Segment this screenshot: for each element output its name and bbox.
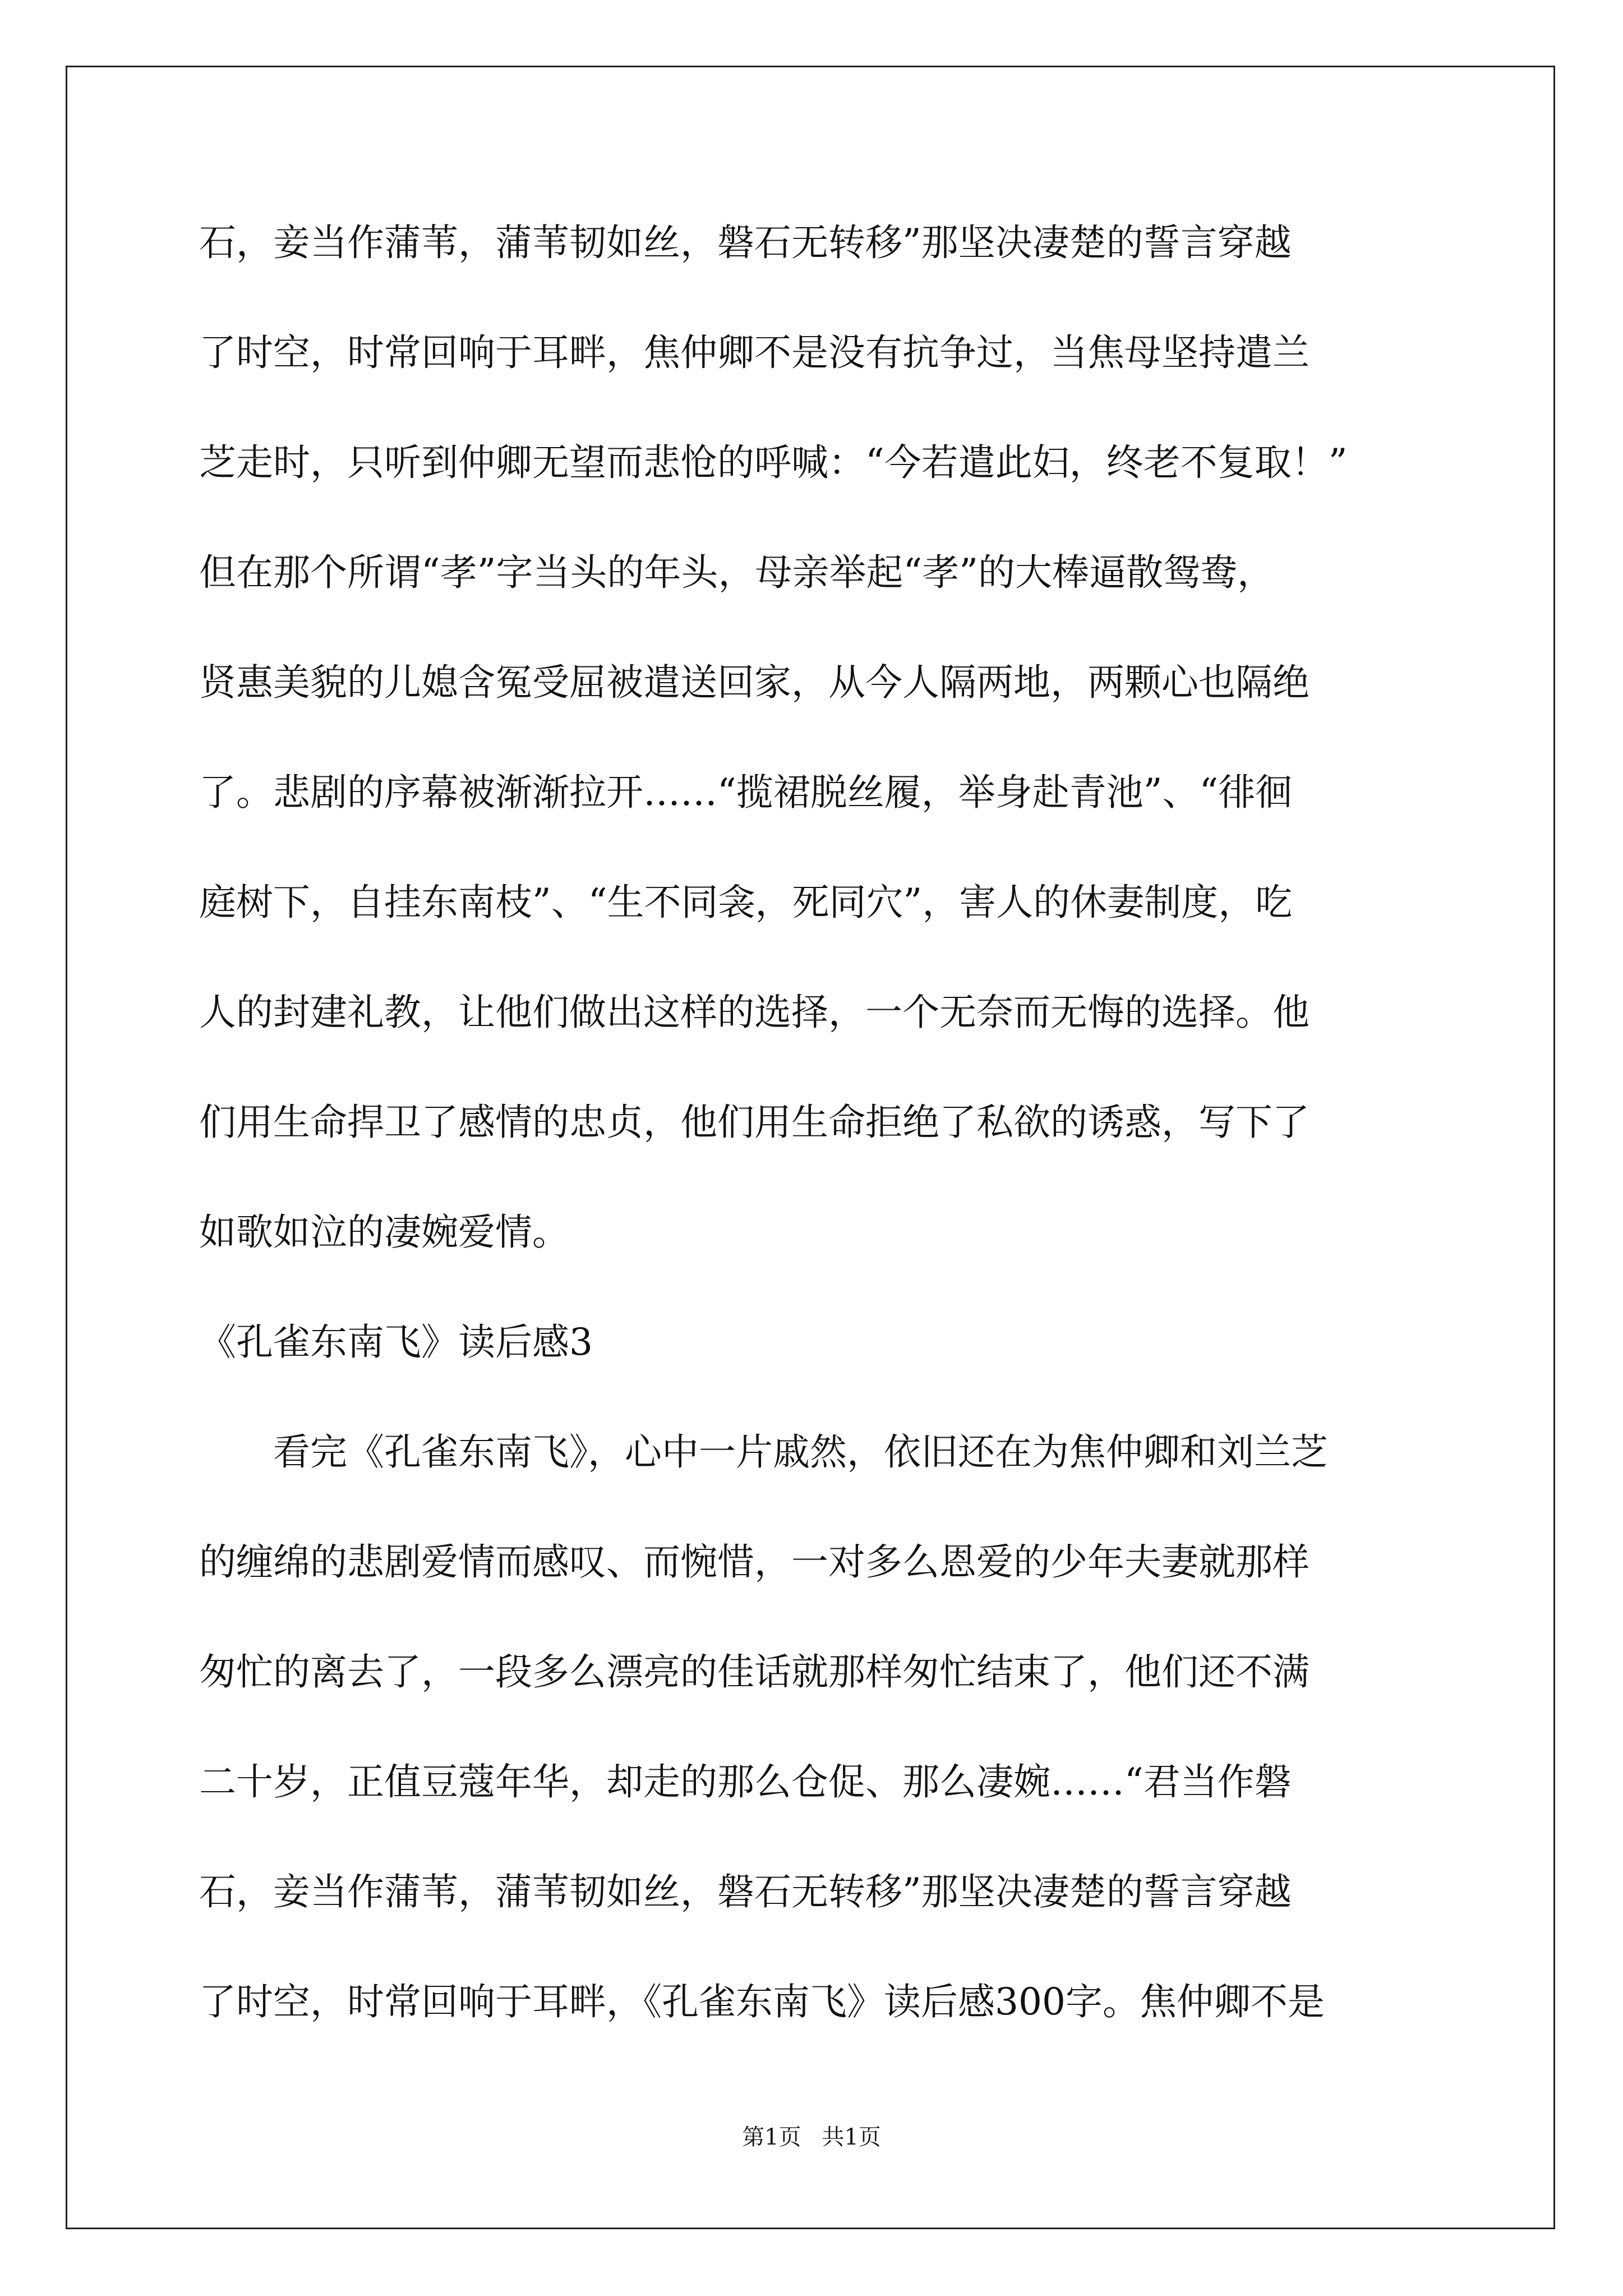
- body-line: 看完《孔雀东南飞》，心中一片戚然，依旧还在为焦仲卿和刘兰芝: [273, 1430, 1328, 1474]
- body-line: 们用生命捍卫了感情的忠贞，他们用生命拒绝了私欲的诱惑，写下了: [199, 1101, 1310, 1144]
- page-footer: [0, 2120, 1623, 2154]
- body-line: 石，妾当作蒲苇，蒲苇韧如丝，磐石无转移”那坚决凄楚的誓言穿越: [199, 1870, 1292, 1913]
- body-line: 了时空，时常回响于耳畔，焦仲卿不是没有抗争过，当焦母坚持遣兰: [199, 331, 1310, 374]
- body-line: 的缠绵的悲剧爱情而感叹、而惋惜，一对多么恩爱的少年夫妻就那样: [199, 1540, 1310, 1584]
- body-line: 了。悲剧的序幕被渐渐拉开……“揽裙脱丝履，举身赴青池”、“徘徊: [199, 771, 1293, 814]
- body-line: 了时空，时常回响于耳畔，《孔雀东南飞》读后感300字。焦仲卿不是: [199, 1980, 1325, 2023]
- page-number-current: 第1页: [742, 2124, 801, 2150]
- body-line: 芝走时，只听到仲卿无望而悲怆的呼喊：“今若遣此妇，终老不复取！”: [199, 441, 1348, 484]
- body-line: 二十岁，正值豆蔻年华，却走的那么仓促、那么凄婉……“君当作磐: [199, 1760, 1292, 1803]
- body-line: 如歌如泣的凄婉爱情。: [199, 1211, 569, 1254]
- section-heading: 《孔雀东南飞》读后感3: [199, 1320, 593, 1364]
- body-line: 匆忙的离去了，一段多么漂亮的佳话就那样匆忙结束了，他们还不满: [199, 1650, 1310, 1694]
- body-line: 人的封建礼教，让他们做出这样的选择，一个无奈而无悔的选择。他: [199, 991, 1310, 1034]
- body-line: 但在那个所谓“孝”字当头的年头，母亲举起“孝”的大棒逼散鸳鸯，: [199, 551, 1274, 594]
- body-line: 石，妾当作蒲苇，蒲苇韧如丝，磐石无转移”那坚决凄楚的誓言穿越: [199, 221, 1292, 264]
- body-line: 贤惠美貌的儿媳含冤受屈被遣送回家，从今人隔两地，两颗心也隔绝: [199, 661, 1310, 704]
- body-line: 庭树下，自挂东南枝”、“生不同衾，死同穴”，害人的休妻制度，吃: [199, 881, 1293, 924]
- page-number-total: 共1页: [822, 2124, 881, 2150]
